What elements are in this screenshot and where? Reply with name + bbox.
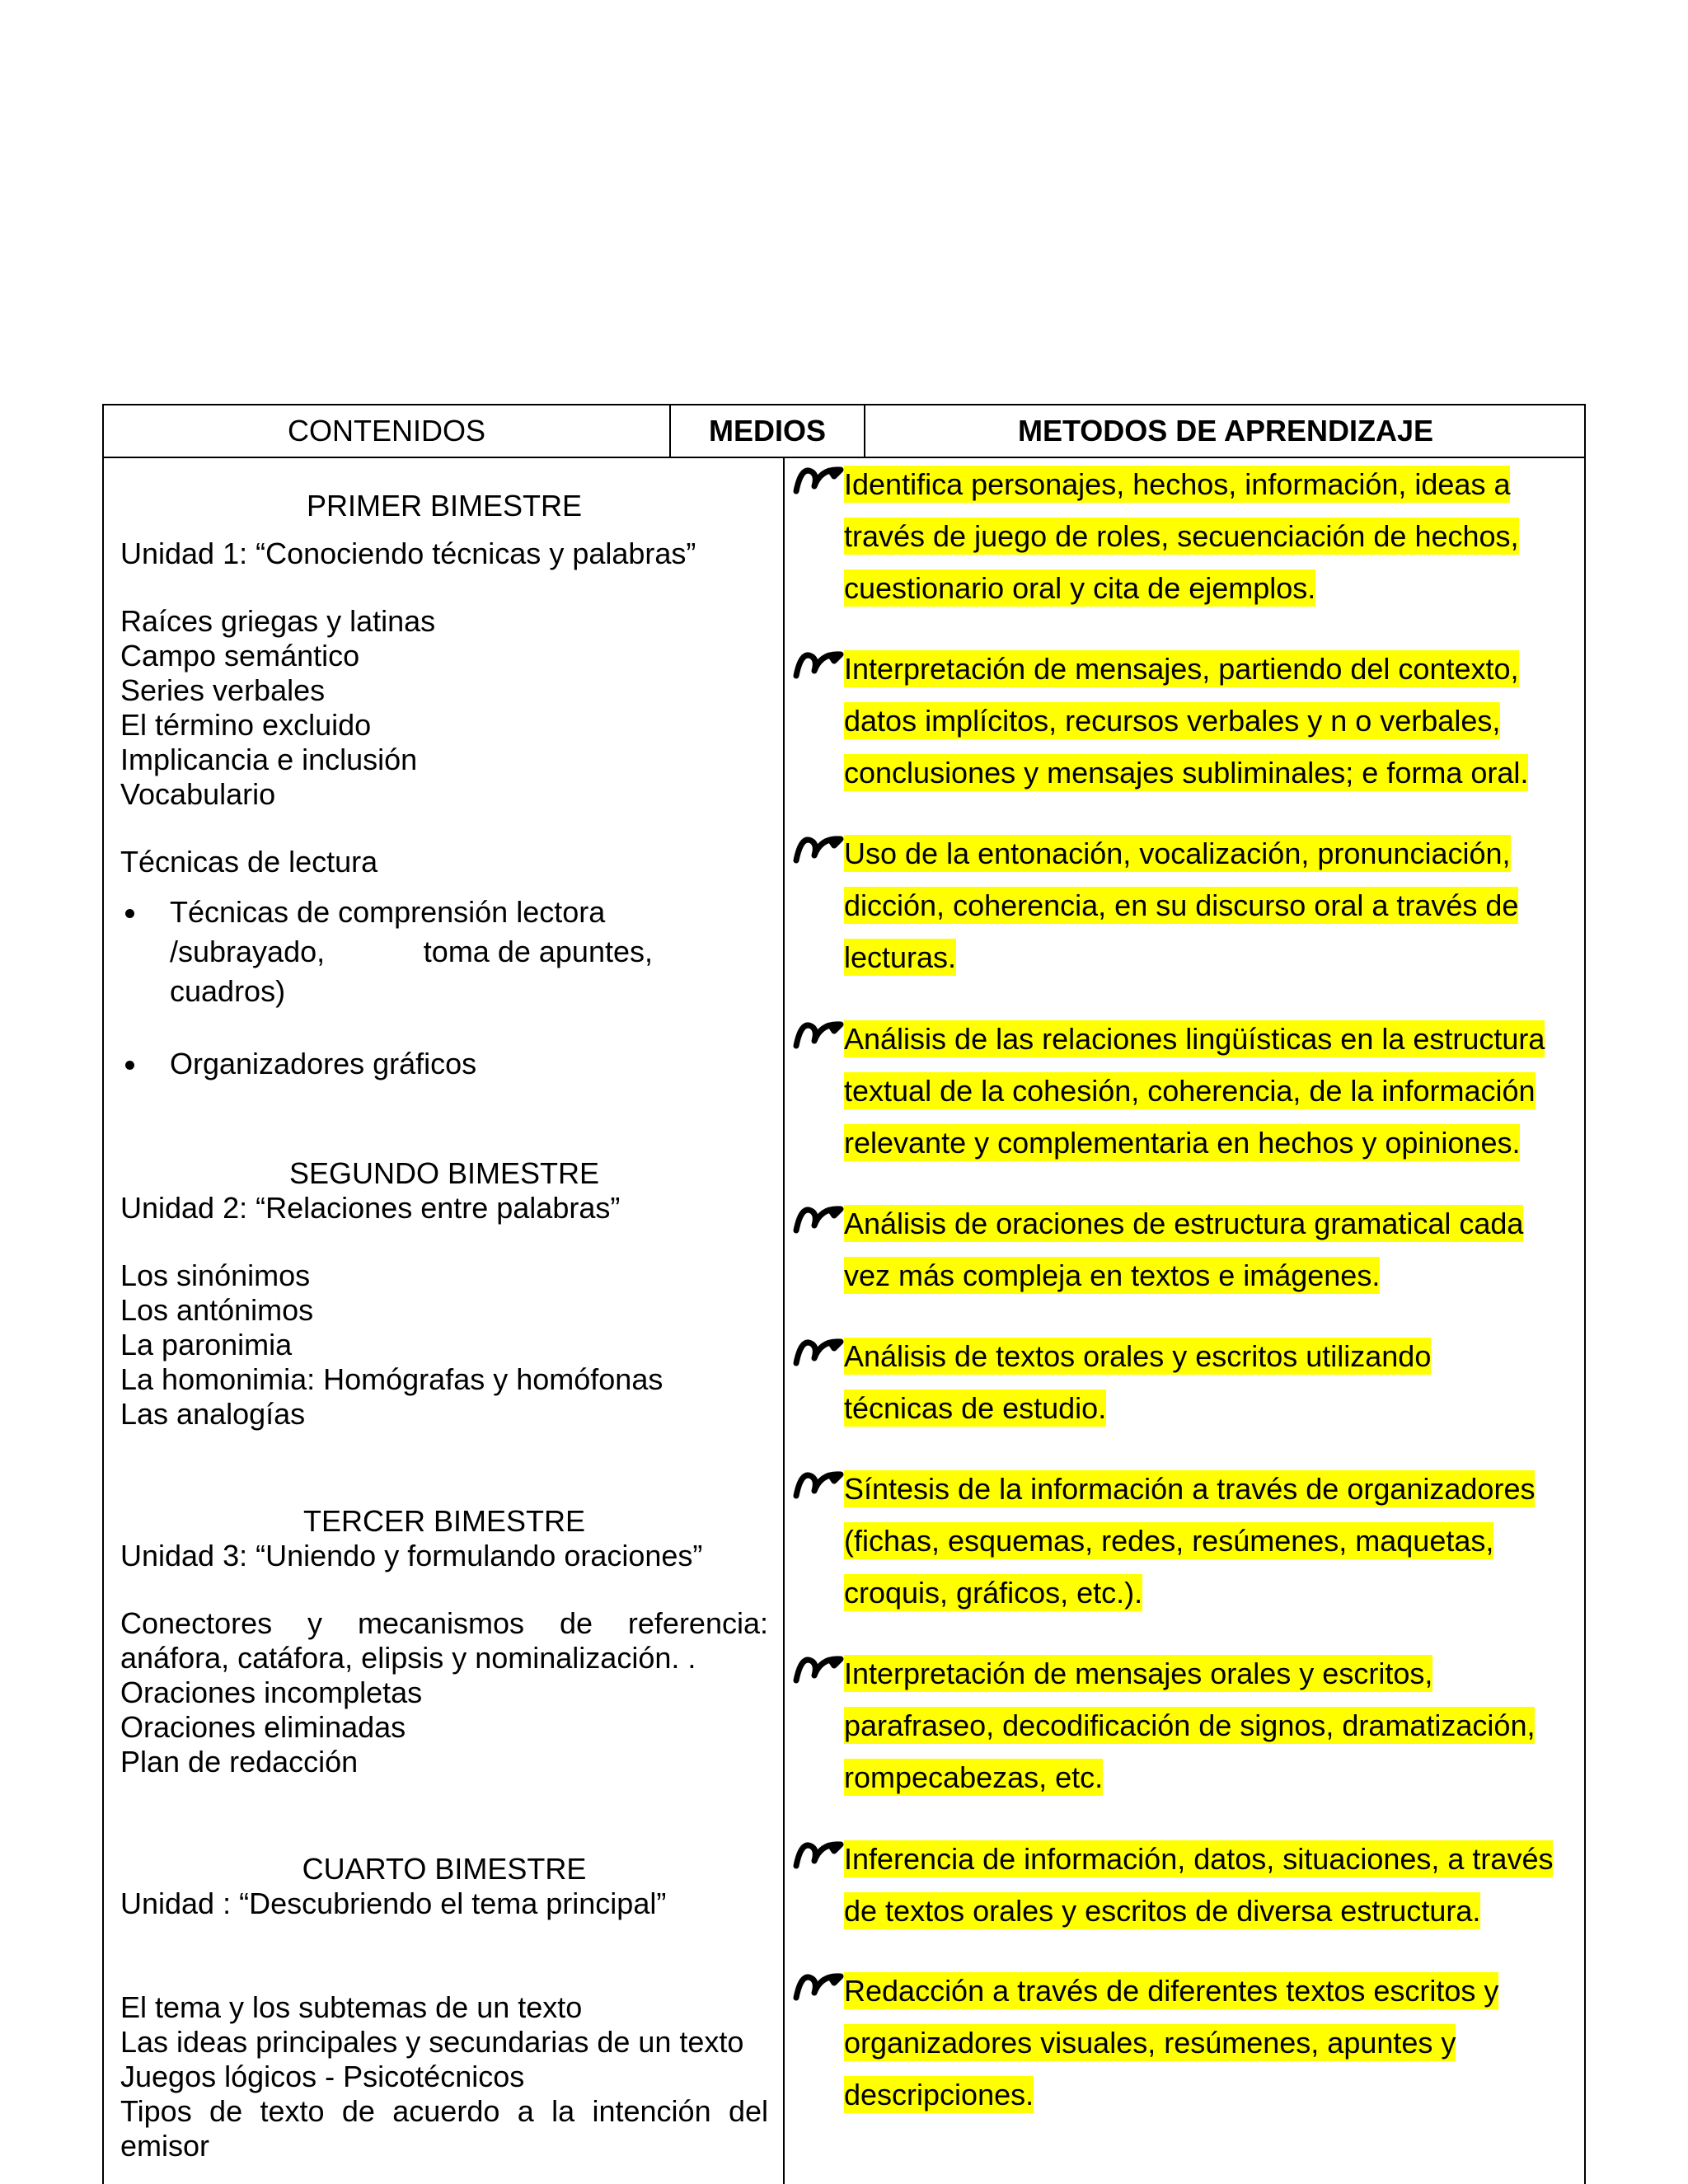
- topic: Conectores y mecanismos de referencia:: [120, 1606, 768, 1640]
- topic: Oraciones incompletas: [120, 1675, 423, 1709]
- method-line: textual de la cohesión, coherencia, de la información: [844, 1074, 1536, 1108]
- method-line: Uso de la entonación, vocalización, pronunciación,: [844, 837, 1511, 870]
- topic: El término excluido: [120, 708, 372, 742]
- unit-title-3: Unidad 3: “Uniendo y formulando oraciones”: [120, 1539, 703, 1572]
- method-text: [844, 1965, 1584, 2121]
- unit-title-1: Unidad 1: “Conociendo técnicas y palabras”: [120, 537, 696, 570]
- method-line: Inferencia de información, datos, situaciones, a través: [844, 1842, 1554, 1876]
- method-line: Análisis de textos orales y escritos utilizando: [844, 1339, 1432, 1373]
- method-text: [844, 1833, 1584, 1937]
- checkmark-arrow-icon: [793, 1836, 844, 1871]
- method-line: técnicas de estudio.: [844, 1391, 1107, 1425]
- bimester-title-4: CUARTO BIMESTRE: [302, 1852, 587, 1886]
- bimester-title-2: SEGUNDO BIMESTRE: [288, 1156, 600, 1190]
- method-line: dicción, coherencia, en su discurso oral a través de: [844, 888, 1519, 922]
- topic: Series verbales: [120, 673, 326, 707]
- topic: anáfora, catáfora, elipsis y nominalización. .: [120, 1641, 696, 1675]
- method-line: rompecabezas, etc.: [844, 1760, 1104, 1794]
- bullet-line: cuadros): [170, 974, 286, 1008]
- method-line: Interpretación de mensajes orales y escritos,: [844, 1657, 1433, 1690]
- topic: Las ideas principales y secundarias de un texto: [120, 2025, 744, 2059]
- unit-title-4: Unidad : “Descubriendo el tema principal”: [120, 1886, 667, 1920]
- method-line: lecturas.: [844, 940, 957, 974]
- method-line: conclusiones y mensajes subliminales; e forma oral.: [844, 756, 1529, 790]
- method-text: [844, 1463, 1584, 1619]
- header-contenidos: CONTENIDOS: [104, 405, 671, 458]
- method-item: [793, 458, 1584, 614]
- topic: Implicancia e inclusión: [120, 743, 418, 776]
- method-line: Análisis de las relaciones lingüísticas en la estructura: [844, 1022, 1545, 1056]
- method-line: Análisis de oraciones de estructura gramatical cada: [844, 1207, 1524, 1240]
- checkmark-arrow-icon: [793, 646, 844, 681]
- checkmark-arrow-icon: [793, 831, 844, 865]
- topic: Plan de redacción: [120, 1745, 359, 1779]
- checkmark-arrow-icon: [793, 1651, 844, 1685]
- method-item: [793, 827, 1584, 983]
- checkmark-arrow-icon: [793, 1016, 844, 1051]
- bullet-list: [120, 893, 768, 1084]
- method-item: [793, 643, 1584, 799]
- topic: La homonimia: Homógrafas y homófonas: [120, 1362, 663, 1396]
- method-text: [844, 1647, 1584, 1803]
- topic: Campo semántico: [120, 639, 360, 673]
- method-line: organizadores visuales, resúmenes, apuntes y: [844, 2026, 1456, 2060]
- method-line: cuestionario oral y cita de ejemplos.: [844, 571, 1316, 605]
- topic: Raíces griegas y latinas: [120, 604, 436, 638]
- bullet-line: Técnicas de comprensión lectora: [170, 895, 606, 929]
- topic: Vocabulario: [120, 777, 276, 811]
- checkmark-arrow-icon: [793, 1333, 844, 1368]
- bimester-title-3: TERCER BIMESTRE: [302, 1504, 586, 1538]
- method-item: [793, 1013, 1584, 1169]
- method-line: Síntesis de la información a través de organizadores: [844, 1472, 1536, 1506]
- method-text: [844, 1197, 1584, 1301]
- method-text: [844, 1013, 1584, 1169]
- method-text: [844, 458, 1584, 614]
- unit-title-2: Unidad 2: “Relaciones entre palabras”: [120, 1191, 621, 1225]
- method-line: datos implícitos, recursos verbales y n o verbales,: [844, 704, 1501, 738]
- method-item: [793, 1197, 1584, 1301]
- method-line: relevante y complementaria en hechos y opiniones.: [844, 1126, 1521, 1160]
- method-item: [793, 1463, 1584, 1619]
- method-line: descripciones.: [844, 2078, 1034, 2111]
- bullet-segment: /subrayado,: [170, 935, 326, 968]
- topic: La paronimia: [120, 1328, 293, 1361]
- method-text: [844, 643, 1584, 799]
- topic: Las analogías: [120, 1397, 306, 1431]
- method-line: Redacción a través de diferentes textos escritos y: [844, 1974, 1499, 2008]
- method-item: [793, 1647, 1584, 1803]
- topic: Tipos de texto de acuerdo a la intención del: [120, 2094, 768, 2128]
- contents-table: [102, 404, 1586, 2184]
- topic: Los sinónimos: [120, 1258, 311, 1292]
- method-line: través de juego de roles, secuenciación de hechos,: [844, 519, 1519, 553]
- checkmark-arrow-icon: [793, 462, 844, 496]
- bullet-item: Organizadores gráficos: [120, 1044, 768, 1084]
- topic: Los antónimos: [120, 1293, 314, 1327]
- topic: emisor: [120, 2129, 210, 2163]
- method-line: parafraseo, decodificación de signos, dramatización,: [844, 1708, 1536, 1742]
- bullet-item: [120, 893, 768, 1011]
- method-item: [793, 1965, 1584, 2121]
- contenidos-column: [120, 458, 768, 2163]
- checkmark-arrow-icon: [793, 1968, 844, 2003]
- method-line: de textos orales y escritos de diversa estructura.: [844, 1894, 1481, 1928]
- method-line: Interpretación de mensajes, partiendo del contexto,: [844, 652, 1519, 686]
- method-line: croquis, gráficos, etc.).: [844, 1576, 1143, 1610]
- subheading-tecnicas-lectura: Técnicas de lectura: [120, 845, 378, 879]
- header-metodos: METODOS DE APRENDIZAJE: [865, 405, 1586, 458]
- header-medios: MEDIOS: [671, 405, 865, 458]
- method-line: (fichas, esquemas, redes, resúmenes, maquetas,: [844, 1524, 1494, 1558]
- method-line: Identifica personajes, hechos, información, ideas a: [844, 467, 1511, 501]
- bimester-title-1: PRIMER BIMESTRE: [306, 489, 583, 523]
- method-item: [793, 1330, 1584, 1434]
- checkmark-arrow-icon: [793, 1466, 844, 1501]
- topic: Oraciones eliminadas: [120, 1710, 406, 1744]
- method-line: vez más compleja en textos e imágenes.: [844, 1258, 1381, 1292]
- method-text: [844, 827, 1584, 983]
- bullet-segment: toma de apuntes,: [423, 935, 653, 968]
- method-item: [793, 1833, 1584, 1937]
- checkmark-arrow-icon: [793, 1201, 844, 1235]
- topic: Juegos lógicos - Psicotécnicos: [120, 2060, 525, 2093]
- topic: El tema y los subtemas de un texto: [120, 1990, 583, 2024]
- column-divider: [783, 458, 785, 2184]
- bullet-line: [170, 932, 653, 972]
- method-text: [844, 1330, 1584, 1434]
